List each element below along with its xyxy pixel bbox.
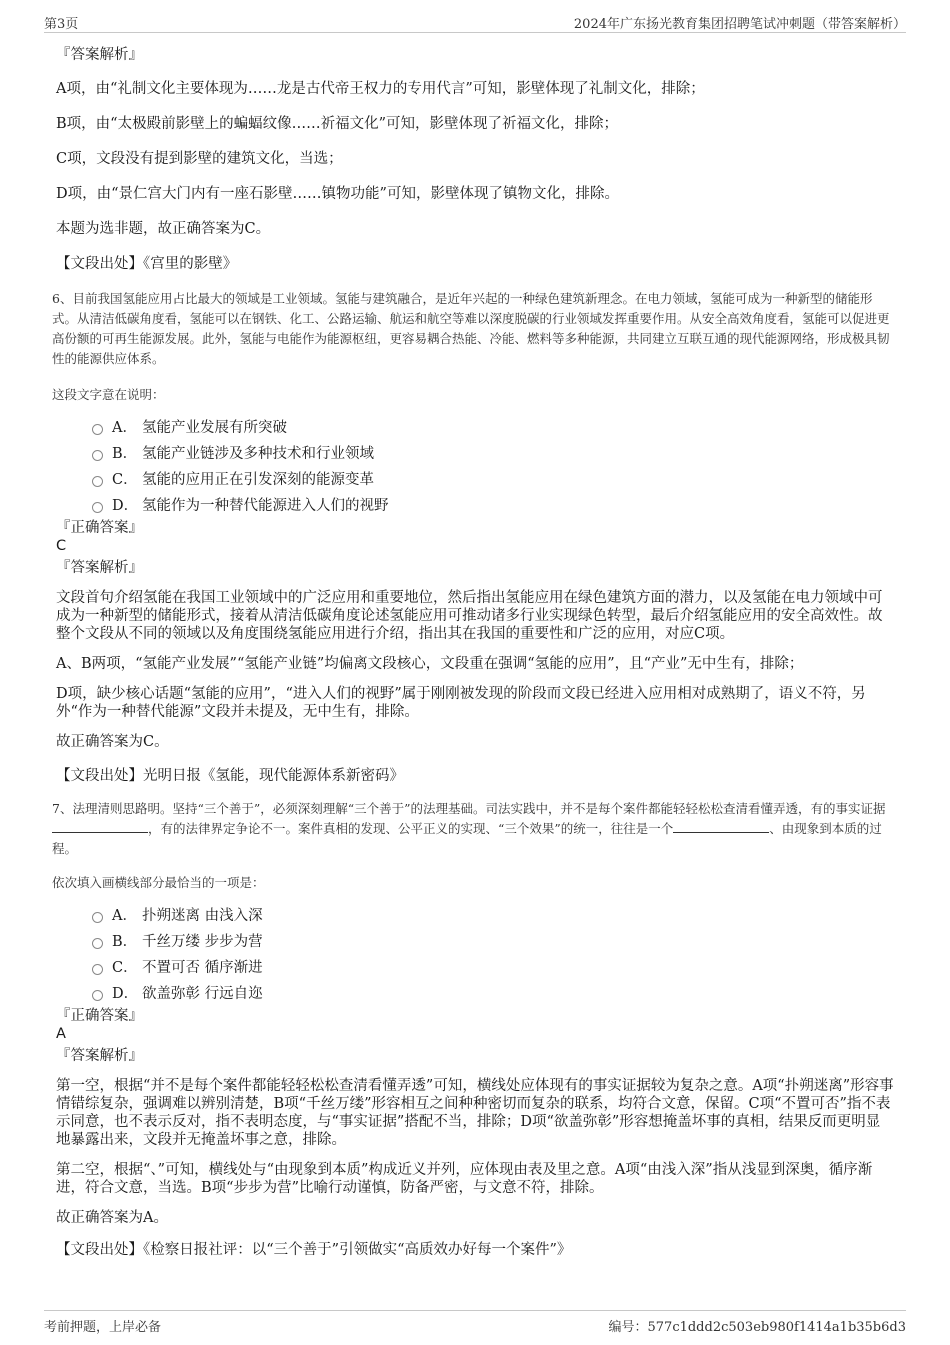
analysis-paragraph: 故正确答案为A。	[56, 1210, 168, 1226]
question-stem: 6、目前我国氢能应用占比最大的领域是工业领域。氢能与建筑融合，是近年兴起的一种绿色建筑新理念。在电力领域，氢能可成为一种新型的储能形式。从清洁低碳角度看，氢能可以在钢铁、化工、公路运输、航运和航空等难以深度脱碳的行业领域发挥重要作用。从安全高效角度看，氢能可以促进更高份额的可再生能源发展。此外，氢能与电能作为能源枢纽，更容易耦合热能、冷能、燃料等多种能源，共同建立互联互通的现代能源网络，形成极具韧性的能源供应体系。	[52, 291, 890, 366]
radio-icon[interactable]	[92, 990, 103, 1001]
question-6	[52, 289, 894, 785]
q5-analysis	[56, 46, 894, 273]
radio-icon[interactable]	[92, 912, 103, 923]
document-title: 2024年广东扬光教育集团招聘笔试冲刺题（带答案解析）	[573, 17, 906, 32]
question-prompt: 这段文字意在说明：	[52, 387, 165, 402]
analysis-paragraph: 故正确答案为C。	[56, 734, 169, 750]
analysis-paragraph: 第二空，根据“、”可知，横线处与“由现象到本质”构成近义并列，应体现由表及里之意。A项“由浅入深”指从浅显到深奥，循序渐进，符合文意，当选。B项“步步为营”比喻行动谨慎，防备严密，与文意不符，排除。	[56, 1162, 873, 1196]
analysis-line: 本题为选非题，故正确答案为C。	[56, 221, 271, 237]
question-7	[52, 799, 894, 1259]
source-line: 【文段出处】《检察日报社评：以“三个善于”引领做实“高质效办好每一个案件”》	[56, 1242, 572, 1258]
page-content	[52, 38, 894, 1259]
option-b[interactable]: B． 氢能产业链涉及多种技术和行业领域	[52, 441, 894, 467]
source-line: 【文段出处】《宫里的影壁》	[56, 256, 238, 272]
footer-slogan: 考前押题，上岸必备	[44, 1320, 162, 1335]
answer-heading: 『正确答案』	[56, 520, 143, 536]
analysis-line: D项，由“景仁宫大门内有一座石影壁……镇物功能”可知，影壁体现了镇物文化，排除。	[56, 186, 619, 202]
source-line: 【文段出处】光明日报《氢能，现代能源体系新密码》	[56, 768, 404, 784]
page-footer	[44, 1310, 906, 1335]
radio-icon[interactable]	[92, 964, 103, 975]
option-c[interactable]: C． 氢能的应用正在引发深刻的能源变革	[52, 467, 894, 493]
option-c[interactable]: C． 不置可否 循序渐进	[52, 955, 894, 981]
option-b[interactable]: B． 千丝万缕 步步为营	[52, 929, 894, 955]
analysis-heading: 『答案解析』	[56, 1048, 143, 1064]
analysis-line: C项，文段没有提到影壁的建筑文化，当选；	[56, 151, 343, 167]
fill-blank-2	[673, 820, 769, 833]
answer-heading: 『正确答案』	[56, 1008, 143, 1024]
analysis-paragraph: 文段首句介绍氢能在我国工业领域中的广泛应用和重要地位，然后指出氢能应用在绿色建筑方面的潜力，以及氢能在电力领域中可成为一种新型的储能形式，接着从清洁低碳角度论述氢能应用可推动诸多行业实现绿色转型，最后介绍氢能应用的安全高效性。故整个文段从不同的领域以及角度围绕氢能应用进行介绍，指出其在我国的重要性和广泛的应用，对应C项。	[56, 590, 883, 642]
question-prompt: 依次填入画横线部分最恰当的一项是：	[52, 875, 265, 890]
option-d[interactable]: D． 氢能作为一种替代能源进入人们的视野	[52, 493, 894, 519]
radio-icon[interactable]	[92, 450, 103, 461]
fill-blank-1	[52, 820, 148, 833]
analysis-heading: 『答案解析』	[56, 47, 143, 63]
correct-answer: A	[56, 1026, 66, 1042]
question-stem: 7、法理清则思路明。坚持“三个善于”，必须深刻理解“三个善于”的法理基础。司法实践中，并不是每个案件都能轻轻松松查清看懂弄透，有的事实证据，有的法律界定争论不一。案件真相的发现、公平正义的实现、“三个效果”的统一，往往是一个 、由现象到本质的过程。	[52, 801, 886, 856]
option-d[interactable]: D． 欲盖弥彰 行远自迩	[52, 981, 894, 1007]
correct-answer: C	[56, 538, 67, 554]
analysis-heading: 『答案解析』	[56, 560, 143, 576]
analysis-line: A项，由“礼制文化主要体现为……龙是古代帝王权力的专用代言”可知，影壁体现了礼制文化，排除；	[56, 81, 705, 97]
option-a[interactable]: A． 氢能产业发展有所突破	[52, 415, 894, 441]
radio-icon[interactable]	[92, 424, 103, 435]
radio-icon[interactable]	[92, 502, 103, 513]
page-header	[44, 10, 906, 33]
analysis-paragraph: 第一空，根据“并不是每个案件都能轻轻松松查清看懂弄透”可知，横线处应体现有的事实证据较为复杂之意。A项“扑朔迷离”形容事情错综复杂，强调难以辨别清楚，B项“千丝万缕”形容相互之间种种密切而复杂的联系，均符合文意，保留。C项“不置可否”指不表示同意，也不表示反对，指不表明态度，与“事实证据”搭配不当，排除；D项“欲盖弥彰”形容想掩盖坏事的真相，结果反而更明显地暴露出来，文段并无掩盖坏事之意，排除。	[56, 1078, 894, 1148]
page-number: 第3页	[44, 17, 79, 32]
radio-icon[interactable]	[92, 938, 103, 949]
analysis-paragraph: A、B两项，“氢能产业发展”“氢能产业链”均偏离文段核心，文段重在强调“氢能的应用”，且“产业”无中生有，排除；	[56, 656, 804, 672]
document-serial: 编号：577c1ddd2c503eb980f1414a1b35b6d3	[608, 1320, 906, 1335]
analysis-line: B项，由“太极殿前影壁上的蝙蝠纹像……祈福文化”可知，影壁体现了祈福文化，排除；	[56, 116, 618, 132]
radio-icon[interactable]	[92, 476, 103, 487]
option-a[interactable]: A． 扑朔迷离 由浅入深	[52, 903, 894, 929]
analysis-paragraph: D项，缺少核心话题“氢能的应用”，“进入人们的视野”属于刚刚被发现的阶段而文段已经进入应用相对成熟期了，语义不符，另外“作为一种替代能源”文段并未提及，无中生有，排除。	[56, 686, 866, 720]
